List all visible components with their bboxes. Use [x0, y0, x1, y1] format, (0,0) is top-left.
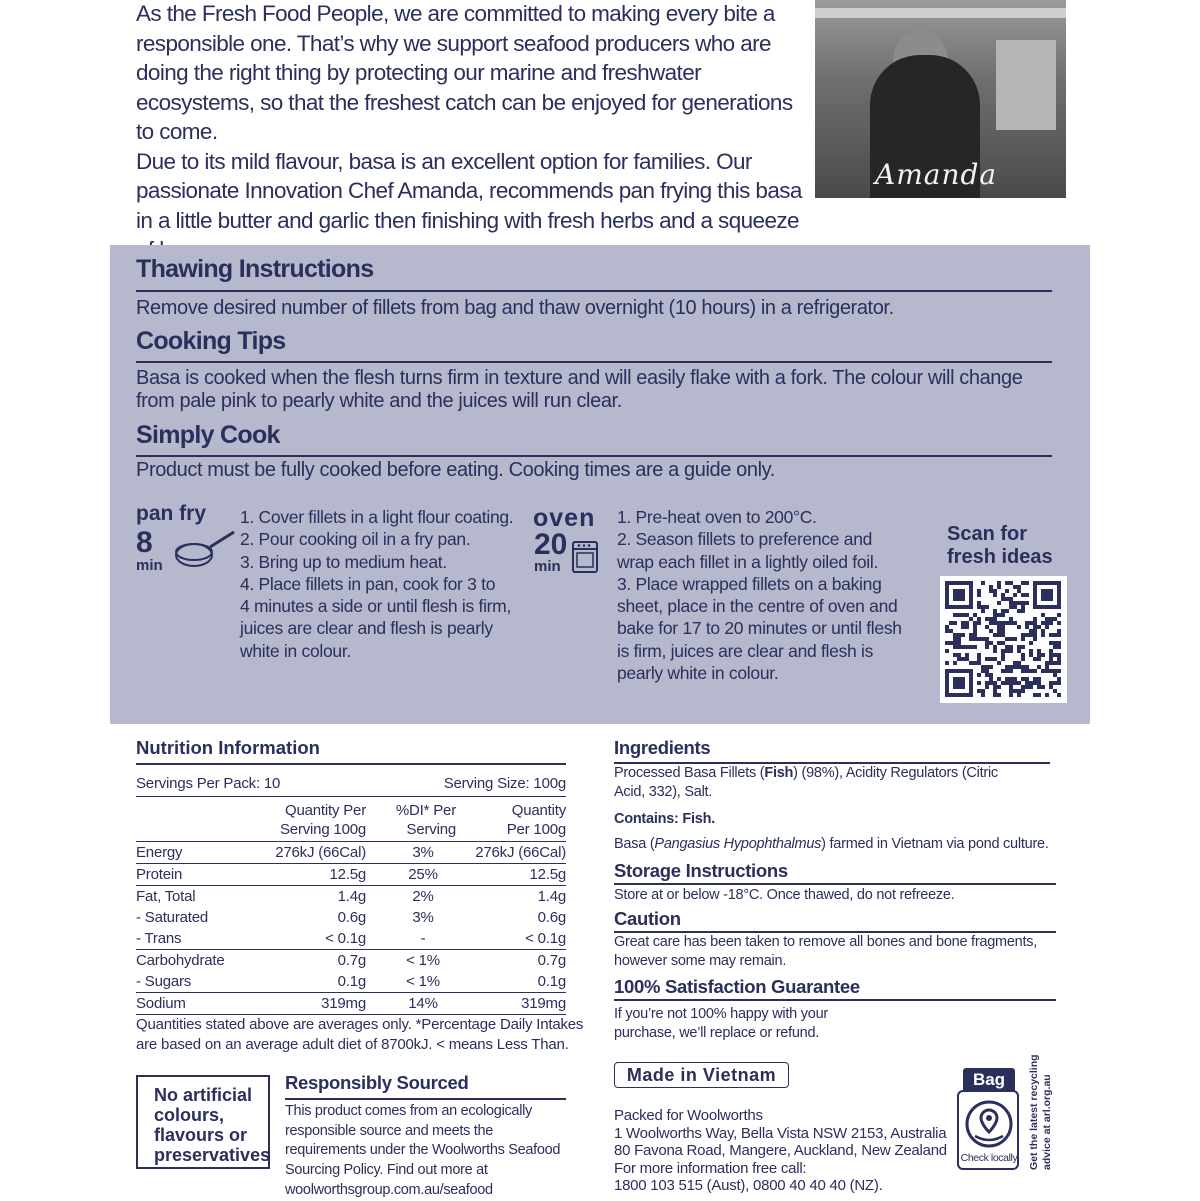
- oven-steps: [617, 506, 917, 684]
- table-row: [136, 928, 566, 950]
- scan-label: [947, 523, 1053, 569]
- pan-fry-label: pan fry: [136, 502, 207, 525]
- footnote-line2: are based on an average adult diet of 8700kJ. < means Less Than.: [136, 1036, 569, 1053]
- nutrient-daily-intake: < 1%: [406, 951, 440, 969]
- nutrient-per-serving: < 0.1g: [325, 929, 366, 947]
- ingredients-part: ) (98%), Acidity Regulators (Citric: [793, 765, 998, 781]
- guarantee-title: 100% Satisfaction Guarantee: [614, 976, 860, 997]
- recycling-check-label: Check locally: [960, 1152, 1018, 1164]
- nutrition-table: [136, 799, 566, 1015]
- divider: [285, 1098, 566, 1100]
- guarantee-line1: If you’re not 100% happy with your: [614, 1006, 828, 1022]
- cooking-tips-title: Cooking Tips: [136, 327, 286, 355]
- intro-text: [136, 0, 806, 265]
- table-row: [136, 886, 566, 908]
- no-artificial-line1: No artificial: [154, 1085, 253, 1105]
- responsibly-sourced-line: requirements under the Woolworths Seafood: [285, 1142, 561, 1159]
- caution-line2: however some may remain.: [614, 952, 787, 969]
- responsibly-sourced-line: woolworthsgroup.com.au/seafood: [285, 1181, 493, 1198]
- packed-line: Packed for Woolworths: [614, 1107, 763, 1124]
- nutrient-name: Fat, Total: [136, 887, 196, 905]
- thawing-text: Remove desired number of fillets from bag and thaw overnight (10 hours) in a refrigerator.: [136, 297, 894, 319]
- recycling-bag-label: Bag: [963, 1068, 1015, 1092]
- oven-step: pearly white in colour.: [617, 663, 779, 684]
- nutrient-daily-intake: -: [420, 929, 426, 947]
- pan-fry-step: 3. Bring up to medium heat.: [240, 551, 447, 572]
- nutrient-per-100g: 319mg: [521, 994, 566, 1012]
- nutrient-per-serving: 0.6g: [337, 908, 366, 926]
- col-head-per100-l1: Quantity: [511, 802, 566, 819]
- nutrient-per-100g: 0.7g: [537, 951, 566, 969]
- serving-size: Serving Size: 100g: [443, 775, 566, 792]
- nutrient-per-100g: < 0.1g: [525, 929, 566, 947]
- table-row: [136, 993, 566, 1015]
- pan-fry-steps: [240, 506, 530, 662]
- packed-line: 1 Woolworths Way, Bella Vista NSW 2153, Australia: [614, 1124, 947, 1142]
- nutrient-per-100g: 0.6g: [537, 908, 566, 926]
- simply-cook-text: Product must be fully cooked before eating. Cooking times are a guide only.: [136, 459, 775, 481]
- nutrition-footnote: [136, 1015, 584, 1055]
- responsibly-sourced-title: Responsibly Sourced: [285, 1072, 469, 1093]
- caution-text: [614, 933, 1064, 971]
- nutrient-daily-intake: 3%: [412, 843, 434, 861]
- divider: [136, 455, 1052, 457]
- nutrient-per-100g: 276kJ (66Cal): [475, 843, 566, 861]
- divider: [136, 290, 1052, 292]
- nutrient-name: Sodium: [136, 994, 186, 1012]
- no-artificial-line2: colours,: [154, 1105, 225, 1125]
- nutrient-name: - Trans: [136, 929, 182, 947]
- no-artificial-line3: flavours or: [154, 1125, 248, 1145]
- table-row: [136, 971, 566, 993]
- packed-line: 1800 103 515 (Aust), 0800 40 40 40 (NZ).: [614, 1177, 883, 1195]
- oven-step: is firm, juices are clear and flesh is: [617, 640, 874, 661]
- nutrient-name: Protein: [136, 865, 183, 883]
- table-row: [136, 907, 566, 928]
- oven-icon: [571, 540, 601, 576]
- recycling-logo: [957, 1068, 1021, 1171]
- table-row: [136, 950, 566, 972]
- oven-unit: min: [534, 558, 561, 575]
- nutrient-per-serving: 0.1g: [337, 972, 366, 990]
- nutrition-information: [136, 737, 584, 1055]
- contains-text: Contains: Fish.: [614, 811, 715, 827]
- cooking-tips-line2: from pale pink to pearly white and the juices will run clear.: [136, 390, 622, 412]
- col-head-serving-l1: Quantity Per: [285, 802, 366, 819]
- nutrient-name: - Saturated: [136, 908, 209, 926]
- ingredients-part: Processed Basa Fillets (: [614, 765, 765, 781]
- pan-fry-step: white in colour.: [240, 640, 351, 661]
- divider: [136, 796, 566, 797]
- nutrient-per-100g: 0.1g: [537, 972, 566, 990]
- recycling-advice-line1: Get the latest recycling: [1028, 1054, 1040, 1170]
- table-row: [136, 842, 566, 864]
- nutrient-name: - Sugars: [136, 972, 192, 990]
- intro-paragraph-1: As the Fresh Food People, we are committed to making every bite a responsible one. That’s why we support seafood producers who are doing the right thing by protecting our marine and freshwater ecosystems, so that the freshest catch can be enjoyed for generations to come.: [136, 1, 793, 144]
- nutrition-title: Nutrition Information: [136, 737, 320, 758]
- col-head-serving-l2: Serving 100g: [280, 821, 366, 838]
- nutrient-name: Energy: [136, 843, 183, 861]
- nutrient-name: Carbohydrate: [136, 951, 225, 969]
- nutrient-per-100g: 1.4g: [537, 887, 566, 905]
- intro-paragraph-2: Due to its mild flavour, basa is an excellent option for families. Our passionate Innovation Chef Amanda, recommends pan frying this basa in a little butter and garlic then finishing with fresh herbs and a squeeze: [136, 148, 802, 233]
- guarantee-line2: purchase, we’ll replace or refund.: [614, 1024, 820, 1041]
- packed-line: 80 Favona Road, Mangere, Auckland, New Zealand: [614, 1142, 947, 1160]
- pan-fry-step: 2. Pour cooking oil in a fry pan.: [240, 529, 471, 550]
- table-header: [136, 799, 566, 842]
- servings-row: [136, 774, 566, 794]
- fry-pan-icon: [172, 528, 238, 572]
- simply-cook-title: Simply Cook: [136, 421, 280, 449]
- oven-step: 3. Place wrapped fillets on a baking: [617, 573, 882, 594]
- nutrient-daily-intake: 3%: [412, 908, 434, 926]
- ingredients-title: Ingredients: [614, 737, 711, 758]
- ingredients-text: [614, 764, 1054, 802]
- no-artificial-box: [136, 1075, 270, 1169]
- qr-code-icon: [940, 576, 1067, 703]
- recycling-advice-text: [1020, 1054, 1080, 1170]
- nutrient-per-serving: 0.7g: [337, 951, 366, 969]
- divider: [614, 883, 1056, 885]
- responsibly-sourced-line: Sourcing Policy. Find out more at: [285, 1162, 488, 1179]
- chef-signature: Amanda: [875, 158, 998, 191]
- location-pin-icon: [963, 1098, 1015, 1150]
- recycling-advice-line2: advice at arl.org.au: [1041, 1074, 1053, 1170]
- packed-line: For more information free call:: [614, 1159, 807, 1177]
- caution-title: Caution: [614, 908, 681, 929]
- storage-title: Storage Instructions: [614, 860, 788, 881]
- qr-code[interactable]: [940, 576, 1067, 703]
- pan-fry-step: 4 minutes a side or until flesh is firm,: [240, 596, 512, 617]
- nutrient-daily-intake: 25%: [408, 865, 438, 883]
- footnote-line1: Quantities stated above are averages only. *Percentage Daily Intakes: [136, 1016, 584, 1033]
- oven-step: wrap each fillet in a lightly oiled foil.: [617, 551, 879, 572]
- pan-fry-time: 8: [136, 526, 153, 559]
- thawing-title: Thawing Instructions: [136, 255, 374, 283]
- responsibly-sourced-text: [285, 1102, 560, 1201]
- pan-fry-step: juices are clear and flesh is pearly: [240, 618, 493, 639]
- nutrient-per-serving: 12.5g: [329, 865, 366, 883]
- responsibly-sourced-line: This product comes from an ecologically: [285, 1103, 532, 1119]
- pan-fry-unit: min: [136, 557, 163, 574]
- storage-text: Store at or below -18°C. Once thawed, do not refreeze.: [614, 887, 955, 903]
- chef-photo: [815, 0, 1066, 198]
- col-head-di-l1: %DI* Per: [395, 802, 456, 819]
- oven-label: oven: [533, 504, 596, 532]
- oven-step: 1. Pre-heat oven to 200°C.: [617, 507, 817, 527]
- basa-part: Basa (: [614, 836, 655, 852]
- divider: [614, 999, 1056, 1001]
- scan-label-line2: fresh ideas: [947, 546, 1053, 568]
- table-row: [136, 864, 566, 886]
- ingredients-allergen: Fish: [764, 765, 794, 781]
- oven-step: sheet, place in the centre of oven and: [617, 596, 898, 617]
- ingredients-line2: Acid, 332), Salt.: [614, 783, 713, 800]
- oven-step: bake for 17 to 20 minutes or until flesh: [617, 618, 902, 639]
- basa-species: Pangasius Hypophthalmus: [654, 836, 822, 852]
- made-in-badge: Made in Vietnam: [614, 1062, 789, 1088]
- pan-fry-step: 1. Cover fillets in a light flour coating.: [240, 507, 514, 527]
- col-head-per100-l2: Per 100g: [506, 821, 566, 838]
- pan-fry-step: 4. Place fillets in pan, cook for 3 to: [240, 573, 496, 594]
- oven-step: 2. Season fillets to preference and: [617, 529, 873, 550]
- caution-line1: Great care has been taken to remove all bones and bone fragments,: [614, 934, 1038, 950]
- servings-per-pack: Servings Per Pack: 10: [136, 775, 281, 792]
- nutrient-per-serving: 319mg: [321, 994, 366, 1012]
- oven-time: 20: [534, 528, 568, 561]
- divider: [136, 763, 566, 765]
- col-head-di-l2: Serving: [406, 821, 456, 838]
- nutrient-daily-intake: 2%: [412, 887, 434, 905]
- guarantee-text: [614, 1005, 1054, 1043]
- nutrient-daily-intake: 14%: [408, 994, 438, 1012]
- nutrient-per-serving: 1.4g: [337, 887, 366, 905]
- responsibly-sourced-line: responsible source and meets the: [285, 1122, 494, 1139]
- packed-for-text: [614, 1107, 974, 1195]
- basa-part: ) farmed in Vietnam via pond culture.: [821, 836, 1049, 852]
- cooking-tips-line1: Basa is cooked when the flesh turns firm in texture and will easily flake with a fork. The colour will change: [136, 367, 1023, 389]
- scan-label-line1: Scan for: [947, 523, 1028, 545]
- divider: [136, 361, 1052, 363]
- nutrient-per-100g: 12.5g: [529, 865, 566, 883]
- basa-origin-text: [614, 835, 1074, 854]
- nutrient-per-serving: 276kJ (66Cal): [275, 843, 366, 861]
- no-artificial-line4: preservatives: [154, 1145, 271, 1165]
- nutrient-daily-intake: < 1%: [406, 972, 440, 990]
